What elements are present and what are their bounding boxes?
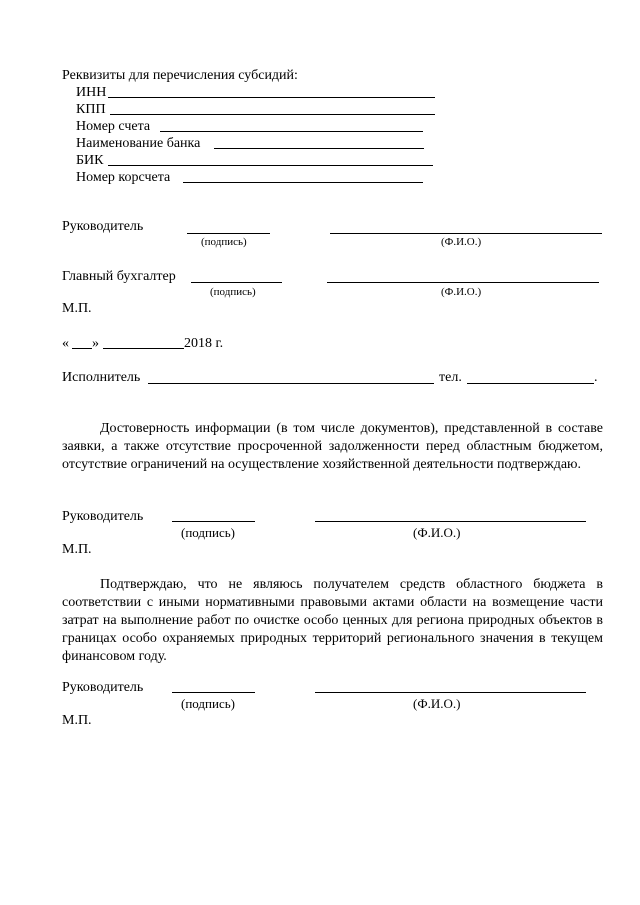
requisites-title: Реквизиты для перечисления субсидий:: [62, 68, 298, 83]
head-signature-line-3: [172, 692, 255, 693]
accountant-fio-caption: (Ф.И.О.): [441, 286, 482, 298]
phone-line: [467, 383, 594, 384]
bank-line: [214, 148, 424, 149]
head-label-2: Руководитель: [62, 509, 144, 524]
bik-label: БИК: [76, 153, 104, 168]
head-signature-line-2: [172, 521, 255, 522]
phone-end-dot: .: [594, 370, 598, 385]
head-fio-line: [330, 233, 602, 234]
date-day-line: [72, 348, 92, 349]
kpp-line: [110, 114, 435, 115]
corr-account-label: Номер корсчета: [76, 170, 171, 185]
head-signature-caption: (подпись): [201, 236, 247, 248]
head-fio-line-3: [315, 692, 586, 693]
inn-line: [108, 97, 435, 98]
stamp-label-2: М.П.: [62, 542, 92, 557]
date-open-quote: «: [62, 336, 69, 351]
account-label: Номер счета: [76, 119, 151, 134]
accountant-signature-line: [191, 282, 282, 283]
kpp-label: КПП: [76, 102, 106, 117]
head-label-3: Руководитель: [62, 680, 144, 695]
accountant-signature-caption: (подпись): [210, 286, 256, 298]
date-month-line: [103, 348, 184, 349]
head-fio-caption: (Ф.И.О.): [441, 236, 482, 248]
bank-label: Наименование банка: [76, 136, 201, 151]
stamp-label-1: М.П.: [62, 301, 92, 316]
head-fio-line-2: [315, 521, 586, 522]
phone-label: тел.: [439, 370, 462, 385]
non-recipient-statement: Подтверждаю, что не являюсь получателем средств областного бюджета в соответствии с иными нормативными правовыми актами области на возмещение части затрат на выполнение работ по очистке особо ценных для региона природных объектов в границах особо охраняемых природных территорий регионального значения в текущем финансовом году.: [62, 577, 603, 664]
stamp-label-3: М.П.: [62, 713, 92, 728]
reliability-statement: Достоверность информации (в том числе документов), представленной в составе заявки, а также отсутствие просроченной задолженности перед областным бюджетом, отсутствие ограничений на осуществление хозяйственной деятельности подтверждаю.: [62, 421, 603, 472]
head-signature-caption-2: (подпись): [181, 525, 235, 540]
account-line: [160, 131, 423, 132]
accountant-label: Главный бухгалтер: [62, 269, 176, 284]
executor-label: Исполнитель: [62, 370, 141, 385]
executor-line: [148, 383, 434, 384]
corr-account-line: [183, 182, 423, 183]
date-year: 2018 г.: [184, 336, 224, 351]
head-signature-caption-3: (подпись): [181, 696, 235, 711]
head-fio-caption-2: (Ф.И.О.): [413, 525, 461, 540]
head-signature-line: [187, 233, 270, 234]
head-label: Руководитель: [62, 219, 144, 234]
accountant-fio-line: [327, 282, 599, 283]
bik-line: [108, 165, 433, 166]
head-fio-caption-3: (Ф.И.О.): [413, 696, 461, 711]
inn-label: ИНН: [76, 85, 107, 100]
date-close-quote: »: [92, 336, 99, 351]
